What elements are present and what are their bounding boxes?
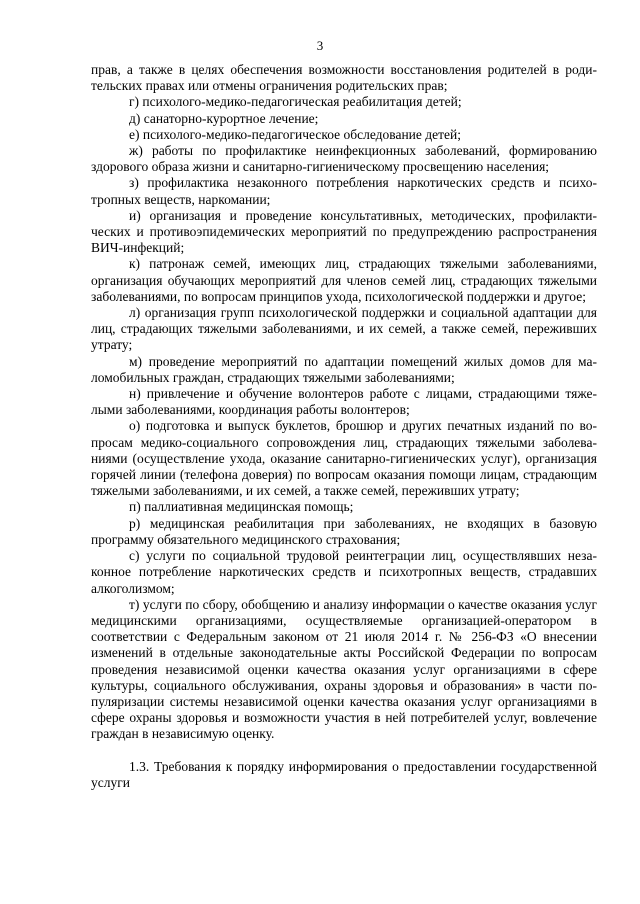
list-item-i: и) организация и проведение консультативных, методических, профилактических и противоэпидемических мероприятий по предупреждению распространения ВИЧ-инфекций; (91, 207, 597, 256)
list-item-m: м) проведение мероприятий по адаптации помещений жилых домов для маломобильных граждан, страдающих тяжелыми заболеваниями; (91, 353, 597, 385)
list-item-zh: ж) работы по профилактике неинфекционных заболеваний, формированию здорового образа жизни и санитарно-гигиеническому просвещению населения; (91, 143, 597, 175)
body-text (91, 62, 597, 791)
list-item-g: г) психолого-медико-педагогическая реабилитация детей; (129, 94, 462, 110)
list-item-n: н) привлечение и обучение волонтеров работе с лицами, страдающими тяжелыми заболеваниями, координация работы волонтеров; (91, 386, 597, 418)
list-item-d: д) санаторно-курортное лечение; (129, 110, 319, 126)
list-item-t: т) услуги по сбору, обобщению и анализу информации о качестве оказания услуг медицинскими организациями, осуществляемые организацией-оператором в соответствии с Федеральным законом от 21 июля 2014 г. № 256-ФЗ «О внесении изменений в отдельные законодательные акты Российской Федерации по вопросам проведения независимой оценки качества оказания услуг организациями в сфере культуры, социального обслуживания, охраны здоровья и образования» в части популяризации системы независимой оценки качества оказания услуг организациями в сфере охраны здоровья и возможности участия в ней потребителей услуг, вовлечение граждан в независимую оценку. (91, 596, 597, 742)
paragraph-continuation: прав, а также в целях обеспечения возможности восстановления родителей в родительских правах или отмены ограничения родительских прав; (91, 62, 597, 94)
list-item-p: п) паллиативная медицинская помощь; (129, 499, 354, 515)
list-item-z: з) профилактика незаконного потребления наркотических средств и психотропных веществ, наркомании; (91, 175, 597, 207)
list-item-o: о) подготовка и выпуск буклетов, брошюр и других печатных изданий по вопросам медико-социального сопровождения лиц, страдающих тяжелыми заболеваниями (осуществление ухода, оказание санитарно-гигиенических услуг), организация горячей линии (телефона доверия) по вопросам оказания помощи лицам, страдающим тяжелыми заболеваниями, и их семей, а также семей, переживших утрату; (91, 418, 597, 499)
section-heading: 1.3. Требования к порядку информирования о предоставлении государственной услуги (91, 758, 597, 790)
page-number: 3 (316, 38, 324, 53)
list-item-k: к) патронаж семей, имеющих лиц, страдающих тяжелыми заболеваниями, организация обучающих мероприятий для членов семей лиц, страдающих тяжелыми заболеваниями, по вопросам принципов ухода, психологической поддержки и другое; (91, 256, 597, 304)
list-item-s: с) услуги по социальной трудовой реинтеграции лиц, осуществлявших незаконное потребление наркотических средств и психотропных веществ, страдавших алкоголизмом; (91, 548, 597, 596)
list-item-e: е) психолого-медико-педагогическое обследование детей; (129, 126, 462, 142)
list-item-l: л) организация групп психологической поддержки и социальной адаптации для лиц, страдающих тяжелыми заболеваниями, и их семей, а также семей, переживших утрату; (91, 305, 597, 353)
list-item-r: р) медицинская реабилитация при заболеваниях, не входящих в базовую программу обязательного медицинского страхования; (91, 515, 597, 547)
